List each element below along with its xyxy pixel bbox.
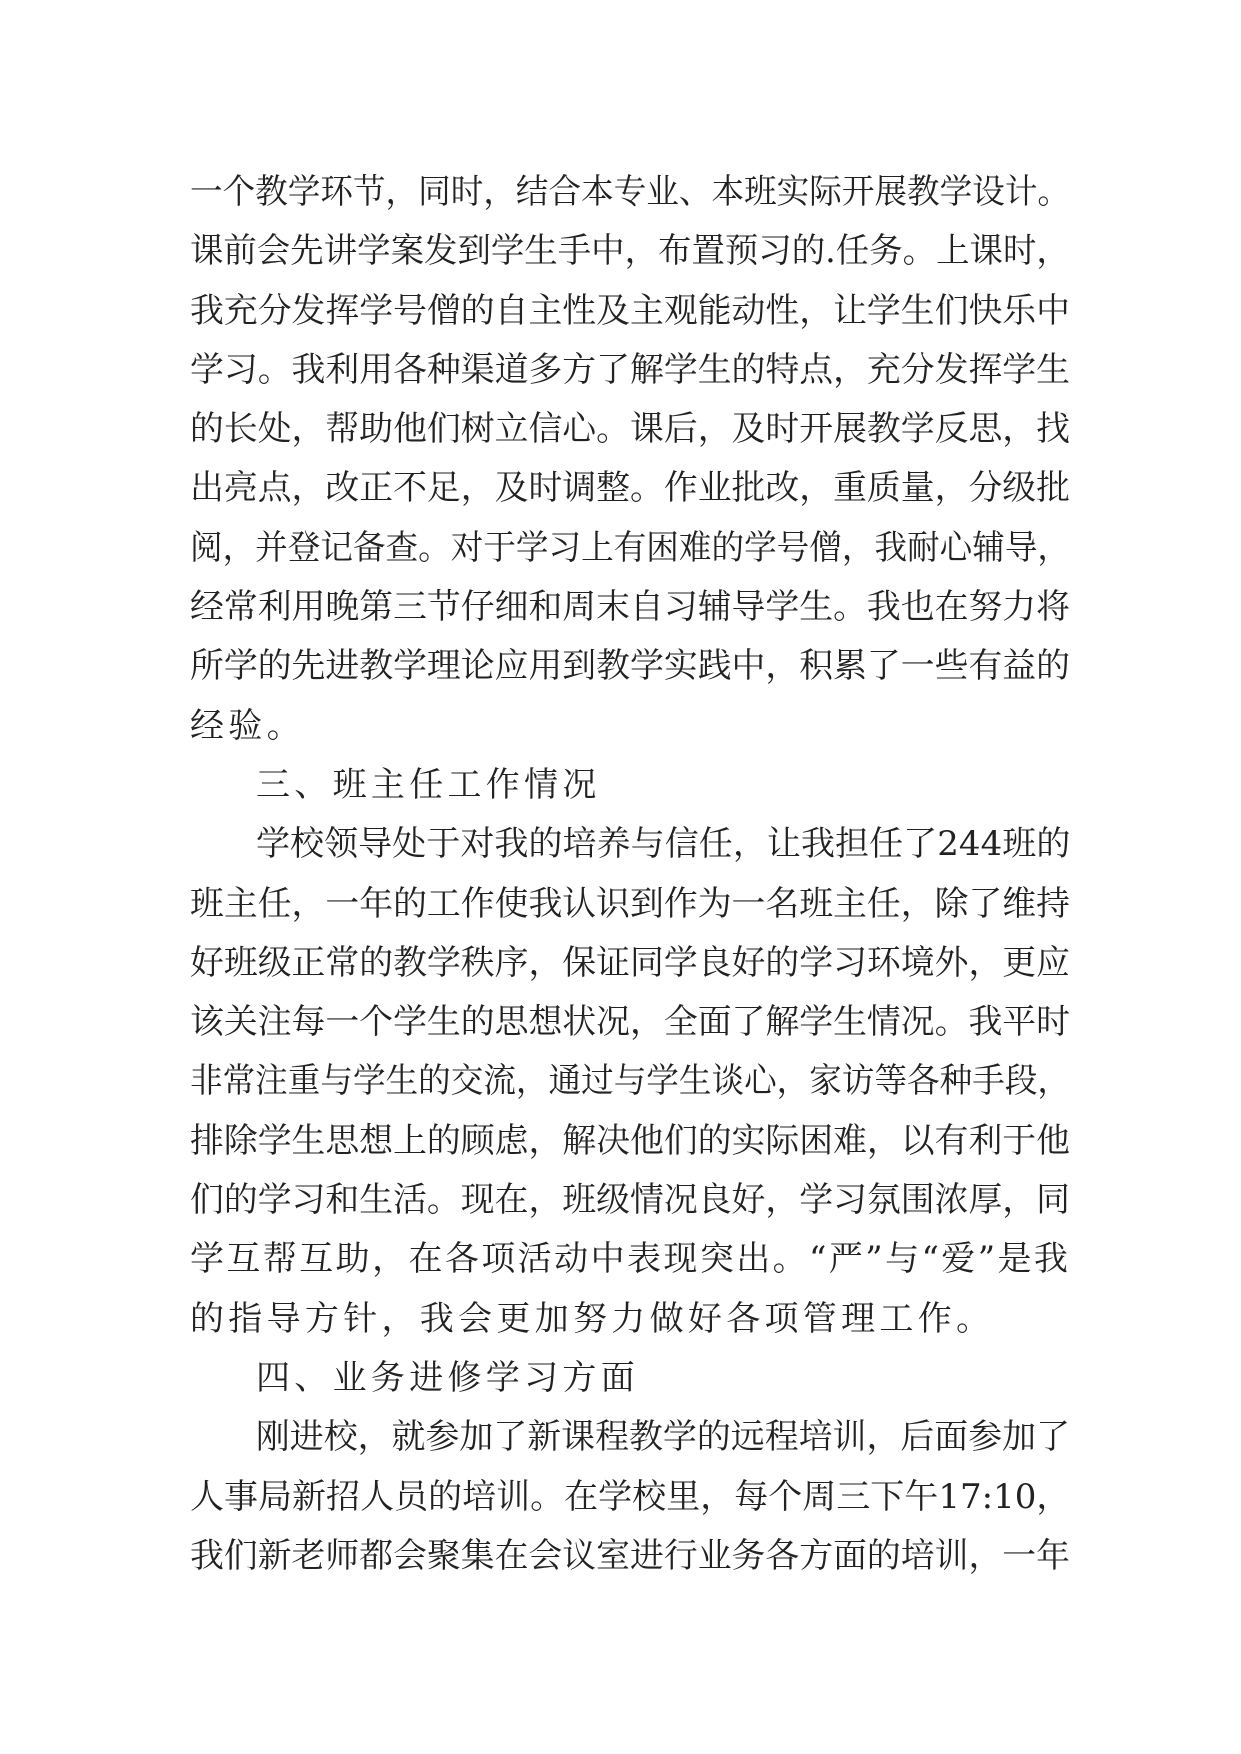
text-line: 我们新老师都会聚集在会议室进行业务各方面的培训，一年 [190,1535,1070,1576]
text-line: 非常注重与学生的交流，通过与学生谈心，家访等各种手段， [190,1061,1070,1102]
text-line: 一个教学环节，同时，结合本专业、本班实际开展教学设计。 [190,172,1070,212]
text-line: 课前会先讲学案发到学生手中，布置预习的.任务。上课时， [190,231,1070,272]
text-line: 该关注每一个学生的思想状况，全面了解学生情况。我平时 [190,1002,1070,1043]
text-line: 所学的先进教学理论应用到教学实践中，积累了一些有益的 [190,646,1070,687]
text-line: 的指导方针，我会更加努力做好各项管理工作。 [190,1298,995,1339]
section-heading: 四、业务进修学习方面 [256,1357,639,1398]
text-line: 好班级正常的教学秩序，保证同学良好的学习环境外，更应 [190,942,1070,983]
text-line: 学习。我利用各种渠道多方了解学生的特点，充分发挥学生 [190,349,1070,390]
text-line: 的长处，帮助他们树立信心。课后，及时开展教学反思，找 [190,409,1070,450]
text-line: 学互帮互助，在各项活动中表现突出。“严”与“爱”是我 [190,1239,1071,1280]
section-heading: 三、班主任工作情况 [256,764,601,805]
text-line: 刚进校，就参加了新课程教学的远程培训，后面参加了 [255,1417,1070,1458]
text-line: 阅，并登记备查。对于学习上有困难的学号僧，我耐心辅导， [190,527,1070,568]
text-line: 经验。 [190,705,305,746]
text-line: 学校领导处于对我的培养与信任，让我担任了244班的 [256,824,1071,865]
text-line: 出亮点，改正不足，及时调整。作业批改，重质量，分级批 [190,468,1070,509]
document-body [190,163,1070,1586]
text-line: 们的学习和生活。现在，班级情况良好，学习氛围浓厚，同 [190,1180,1070,1221]
text-line: 班主任，一年的工作使我认识到作为一名班主任，除了维持 [190,883,1070,924]
text-line: 人事局新招人员的培训。在学校里，每个周三下午17:10， [190,1476,1071,1517]
text-line: 经常利用晚第三节仔细和周末自习辅导学生。我也在努力将 [190,587,1070,628]
text-line: 我充分发挥学号僧的自主性及主观能动性，让学生们快乐中 [190,290,1070,331]
text-line: 排除学生思想上的顾虑，解决他们的实际困难，以有利于他 [190,1120,1070,1161]
